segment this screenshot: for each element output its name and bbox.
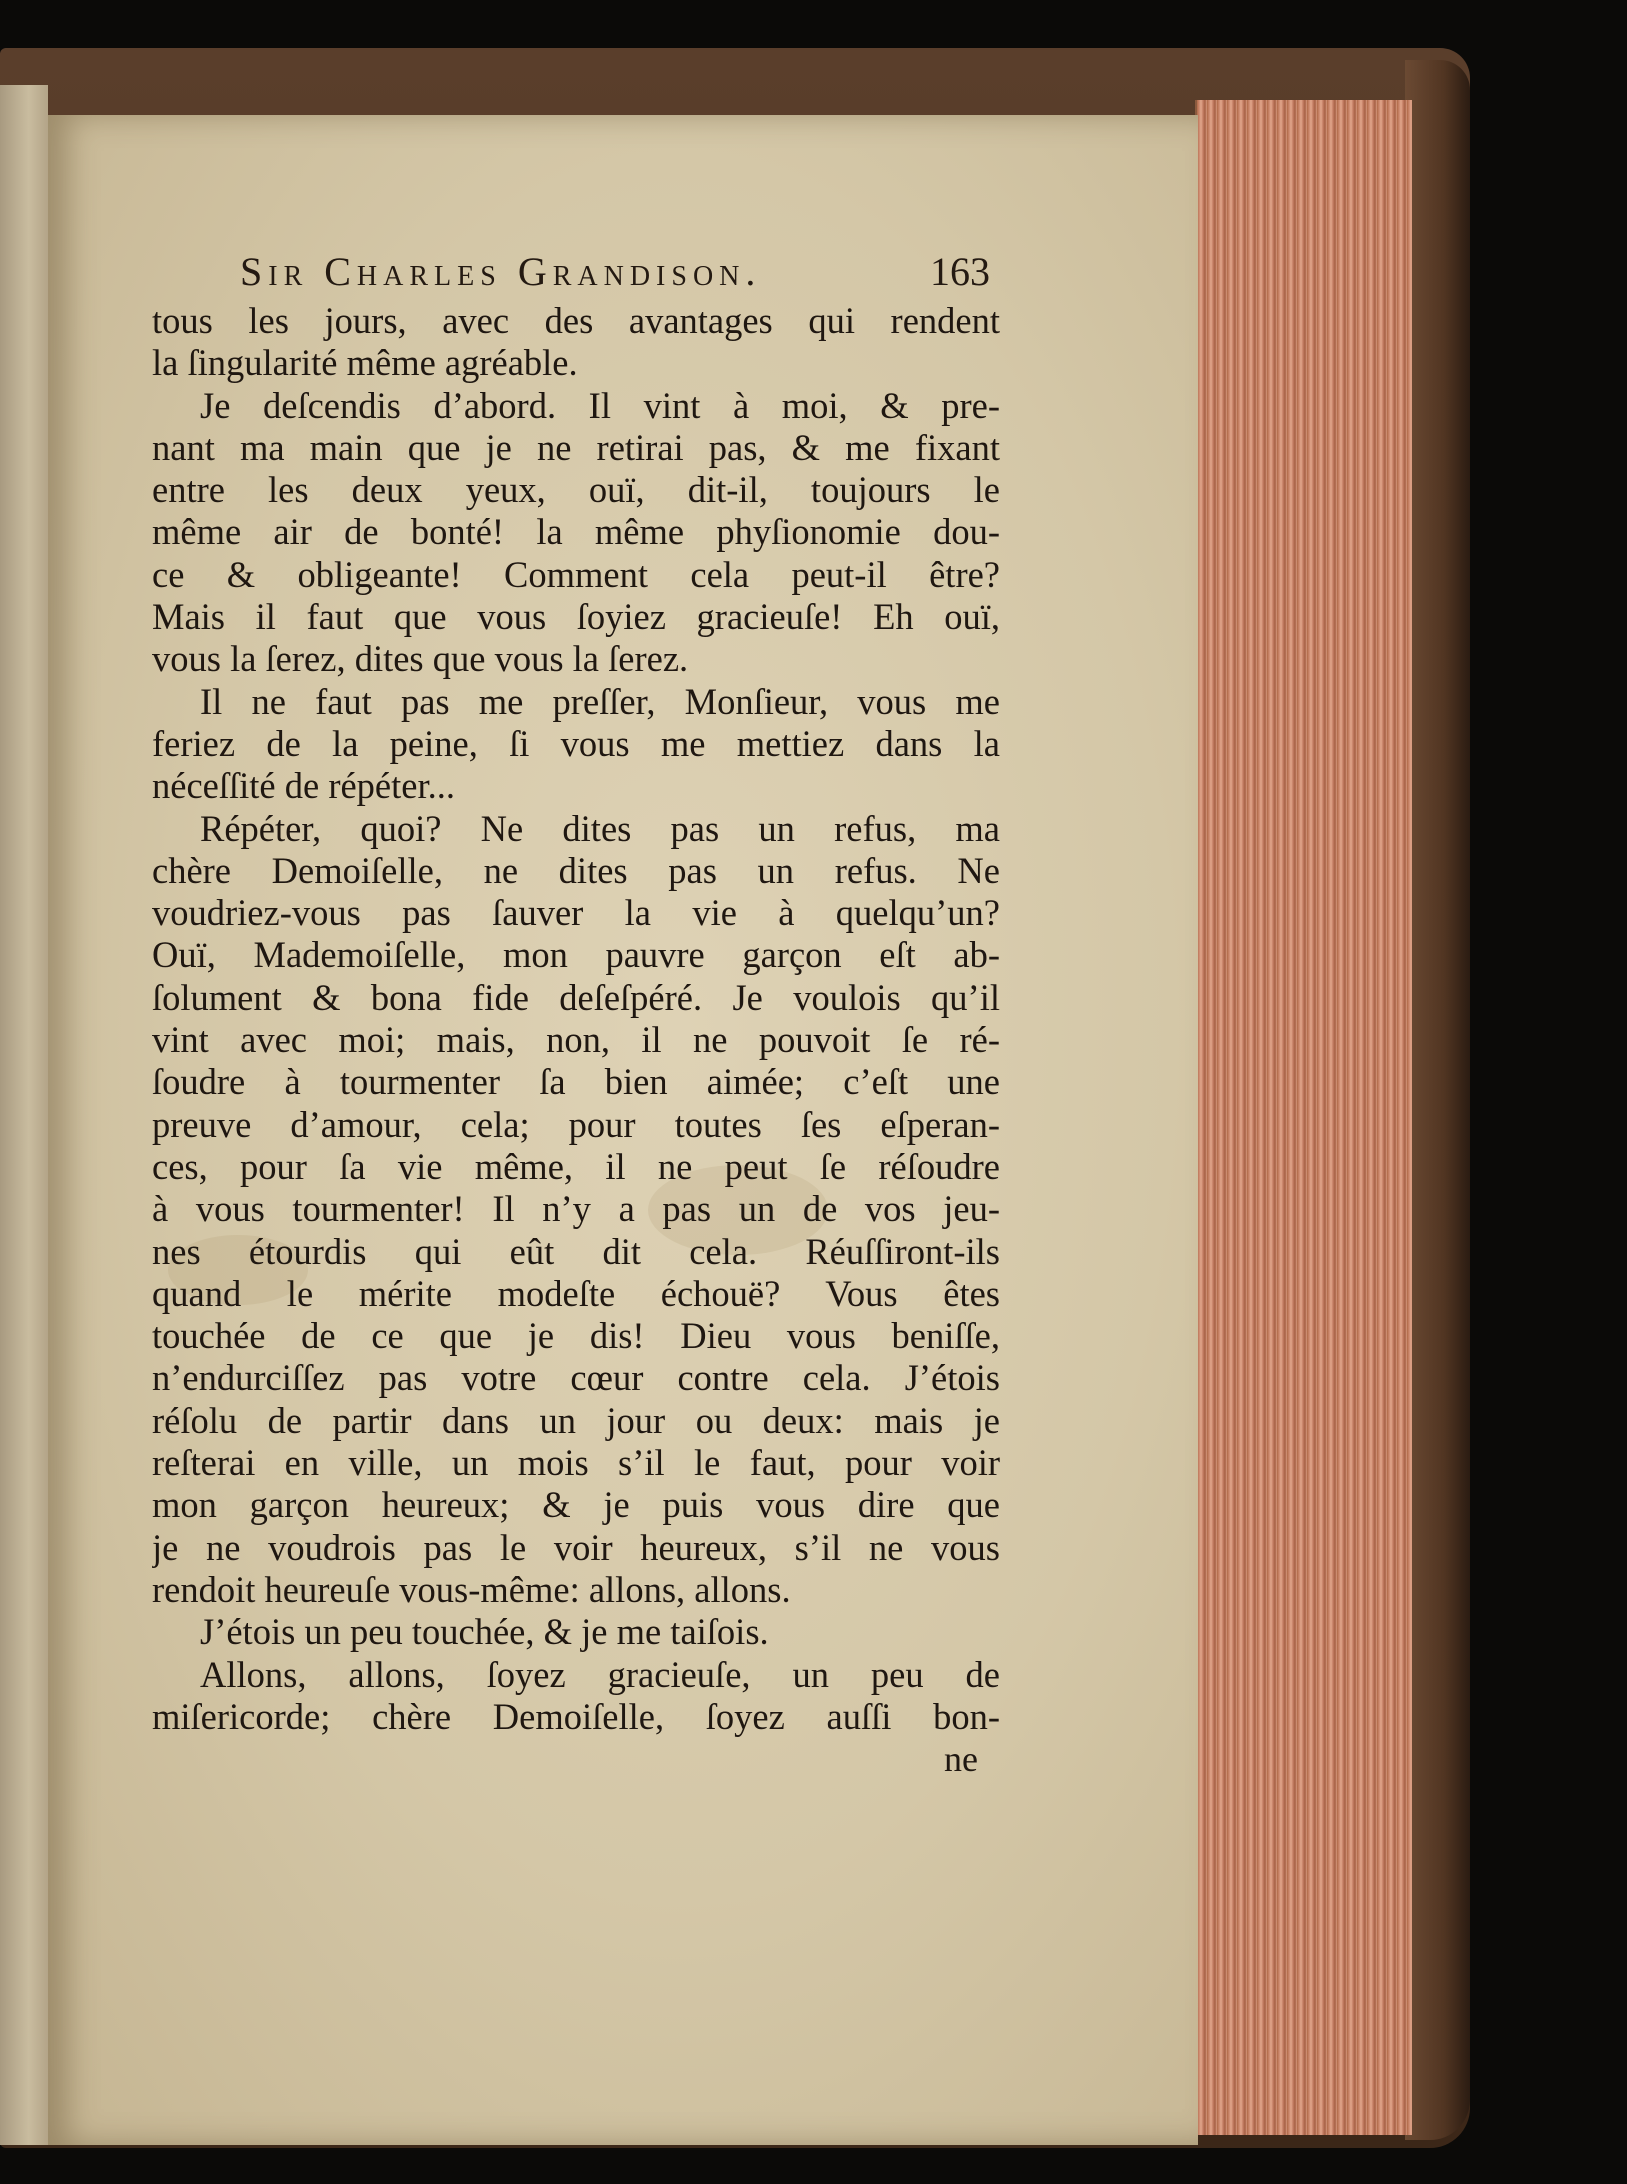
facing-page-edge	[0, 85, 48, 2145]
text-line: chère Demoiſelle, ne dites pas un refus. Ne	[152, 849, 1000, 891]
text-line: Mais il faut que vous ſoyiez gracieuſe! Eh ouï,	[152, 596, 1000, 638]
text-line: à vous tourmenter! Il n’y a pas un de vos jeu-	[152, 1188, 1000, 1230]
text-line: ces, pour ſa vie même, il ne peut ſe réſoudre	[152, 1145, 1000, 1187]
text-line: rendoit heureuſe vous-même: allons, allons.	[152, 1568, 791, 1610]
catchword: ne	[944, 1739, 978, 1779]
text-line: J’étois un peu touchée, & je me taiſois.	[200, 1611, 769, 1653]
text-line: n’endurciſſez pas votre cœur contre cela. J’étois	[152, 1357, 1000, 1399]
running-head-title: Sir Charles Grandison.	[240, 249, 762, 294]
text-line: vous la ſerez, dites que vous la ſerez.	[152, 638, 689, 680]
text-line: ſolument & bona fide deſeſpéré. Je voulois qu’il	[152, 976, 1000, 1018]
text-line: la ſingularité même agréable.	[152, 342, 578, 384]
text-line: entre les deux yeux, ouï, dit-il, toujours le	[152, 469, 1000, 511]
text-line: voudriez-vous pas ſauver la vie à quelqu’un?	[152, 892, 1000, 934]
text-line: miſericorde; chère Demoiſelle, ſoyez auſſi bon-	[152, 1695, 1000, 1737]
text-line: réſolu de partir dans un jour ou deux: mais je	[152, 1399, 1000, 1441]
text-line: nes étourdis qui eût dit cela. Réuſſiront-ils	[152, 1230, 1000, 1272]
text-line: mon garçon heureux; & je puis vous dire que	[152, 1484, 1000, 1526]
book-cover-edge	[1405, 60, 1470, 2140]
text-line: touchée de ce que je dis! Dieu vous beniſſe,	[152, 1315, 1000, 1357]
text-line: Il ne faut pas me preſſer, Monſieur, vous me	[200, 680, 1000, 722]
text-line: Répéter, quoi? Ne dites pas un refus, ma	[200, 807, 1000, 849]
text-line: Je deſcendis d’abord. Il vint à moi, & pre-	[200, 384, 1000, 426]
text-line: Allons, allons, ſoyez gracieuſe, un peu de	[200, 1653, 1000, 1695]
text-line: feriez de la peine, ſi vous me mettiez dans la	[152, 722, 1000, 764]
text-line: ſoudre à tourmenter ſa bien aimée; c’eſt une	[152, 1061, 1000, 1103]
text-line: tous les jours, avec des avantages qui rendent	[152, 300, 1000, 341]
text-line: Ouï, Mademoiſelle, mon pauvre garçon eſt ab-	[152, 934, 1000, 976]
text-line: même air de bonté! la même phyſionomie dou-	[152, 511, 1000, 553]
page-block-edges	[1195, 100, 1412, 2135]
text-line: néceſſité de répéter...	[152, 765, 455, 807]
text-line: reſterai en ville, un mois s’il le faut, pour voir	[152, 1442, 1000, 1484]
text-line: je ne voudrois pas le voir heureux, s’il ne vous	[152, 1526, 1000, 1568]
page-number: 163	[930, 249, 990, 294]
text-line: quand le mérite modeſte échouë? Vous êtes	[152, 1272, 1000, 1314]
text-line: vint avec moi; mais, non, il ne pouvoit ſe ré-	[152, 1019, 1000, 1061]
text-line: preuve d’amour, cela; pour toutes ſes eſperan-	[152, 1103, 1000, 1145]
body-text	[152, 300, 1000, 1738]
text-line: nant ma main que je ne retirai pas, & me fixant	[152, 426, 1000, 468]
text-line: ce & obligeante! Comment cela peut-il être?	[152, 553, 1000, 595]
